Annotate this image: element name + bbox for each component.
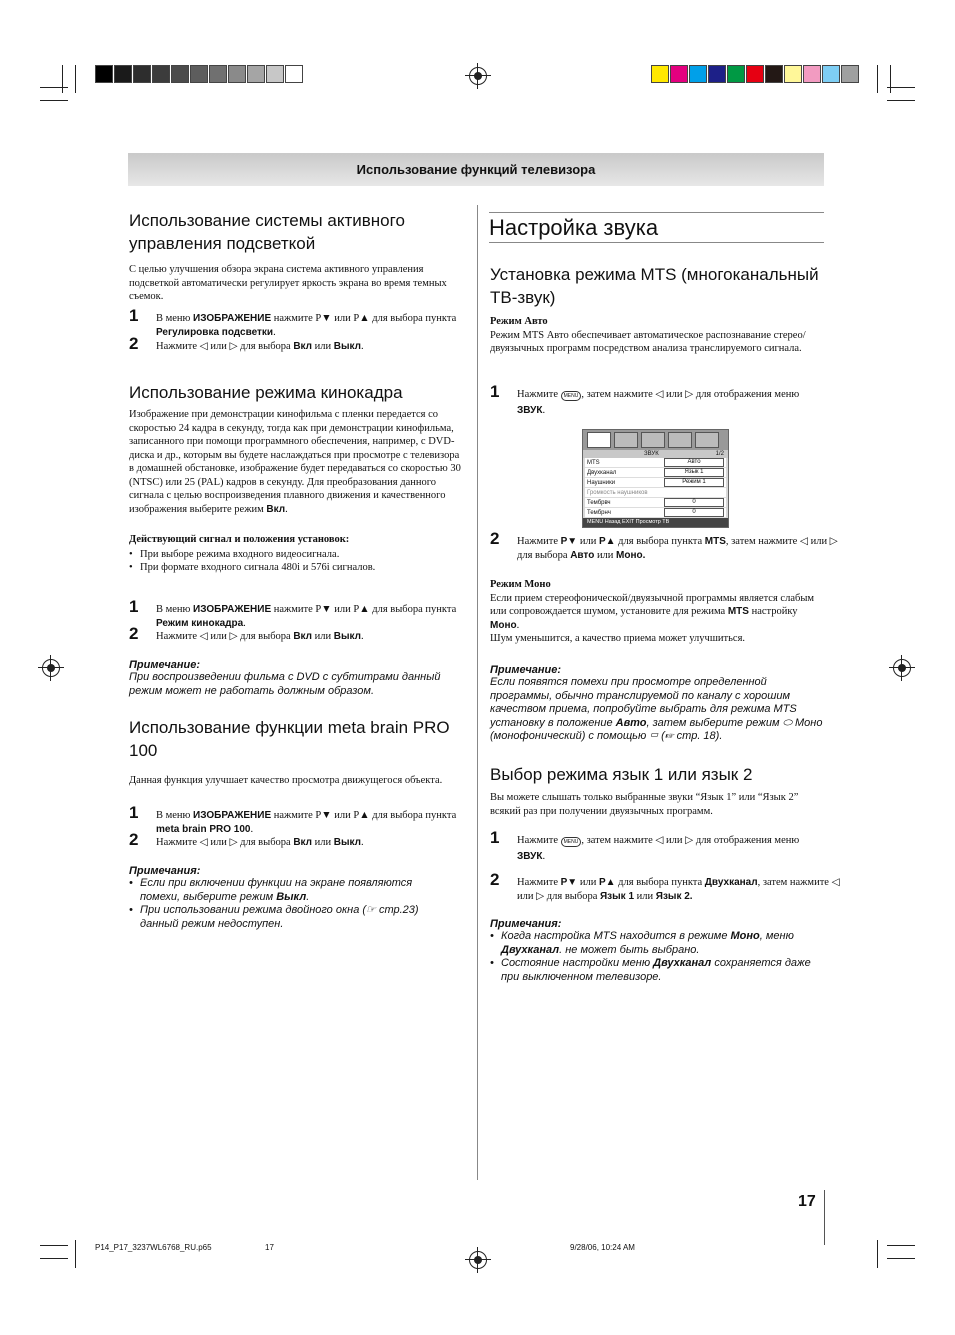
- note-block: [129, 659, 459, 698]
- note-text: сохраняется даже при выключенном телевизоре.: [501, 957, 811, 983]
- step-number: 1: [129, 597, 139, 616]
- sound-menu-screenshot: [582, 429, 729, 528]
- timer-icon: [668, 432, 692, 448]
- crop-mark: [75, 65, 76, 93]
- note-text: Состояние настройки меню: [501, 957, 654, 969]
- step-text: для выбора пункта: [615, 536, 705, 547]
- note-bold: Двухканал: [653, 957, 712, 969]
- menu-row-value: 0: [664, 508, 724, 517]
- step-text: В меню: [156, 313, 194, 324]
- bullet-item: • При формате входного сигнала 480i и 576i сигналов.: [129, 561, 464, 575]
- note-text: Если при включении функции на экране появляются помехи, выберите режим: [140, 877, 413, 903]
- subheading: Режим Моно: [490, 579, 551, 590]
- step: [129, 334, 476, 354]
- menu-row: [585, 498, 726, 508]
- color-swatch: [247, 65, 265, 83]
- body-paragraph: Шум уменьшится, а качество приема может улучшиться.: [490, 633, 746, 644]
- mono-block: [490, 578, 820, 646]
- registration-mark-icon: [469, 67, 487, 85]
- step-number: 1: [129, 803, 139, 822]
- step-bold: Вкл: [293, 631, 313, 642]
- step-text: .: [361, 341, 364, 352]
- step-text: нажмите P▼ или P▲ для выбора пункта: [271, 810, 457, 821]
- step: [490, 870, 847, 903]
- color-swatch: [803, 65, 821, 83]
- menu-row: [585, 488, 726, 498]
- step-number: 1: [129, 306, 139, 325]
- notes-block: [129, 865, 439, 931]
- note-item: [129, 877, 439, 904]
- color-swatch: [670, 65, 688, 83]
- step-bold: ЗВУК: [517, 850, 543, 862]
- crop-mark: [877, 65, 878, 93]
- menu-title: ЗВУК: [643, 451, 659, 457]
- step-text: для выбора пункта: [615, 877, 705, 888]
- step-number: 2: [490, 529, 500, 548]
- color-swatch: [784, 65, 802, 83]
- note-bold: Авто: [615, 716, 647, 729]
- crop-mark: [887, 1258, 915, 1259]
- menu-row-label: Громкость наушников: [587, 489, 648, 496]
- menu-row-value: Авто: [664, 458, 724, 467]
- crop-mark: [40, 87, 68, 88]
- menu-row-label: Тембрнч: [587, 509, 611, 516]
- menu-footer: MENU Назад EXIT Просмотр ТВ: [583, 518, 728, 527]
- color-swatch: [133, 65, 151, 83]
- crop-mark: [887, 1245, 915, 1246]
- step-bold: ЗВУК: [517, 404, 543, 416]
- step-text: Нажмите ◁ или ▷ для выбора: [156, 341, 294, 352]
- color-swatch: [651, 65, 669, 83]
- color-swatch: [114, 65, 132, 83]
- chapter-banner: [128, 153, 824, 186]
- setup-icon: [641, 432, 665, 448]
- note-item: [490, 930, 820, 957]
- color-swatch: [209, 65, 227, 83]
- section-mts: [490, 263, 820, 356]
- note-title: Примечание:: [490, 664, 562, 676]
- page-number-rule: [824, 1190, 825, 1245]
- crop-mark: [40, 1245, 68, 1246]
- step-text: , затем нажмите ◁ или ▷ для отображения меню: [581, 835, 800, 846]
- step-bold: ИЗОБРАЖЕНИЕ: [193, 604, 272, 615]
- step-bold: ИЗОБРАЖЕНИЕ: [193, 313, 272, 324]
- page-section-header: [489, 212, 824, 243]
- column-divider: [477, 205, 478, 1180]
- step-number: 2: [490, 870, 500, 889]
- color-swatch: [171, 65, 189, 83]
- step-text: или: [634, 890, 656, 902]
- section-film-mode: [129, 381, 464, 575]
- menu-row-label: MTS: [587, 459, 600, 466]
- page-number: 17: [798, 1193, 816, 1210]
- step-bold: P▲: [598, 536, 616, 547]
- menu-button-icon: MENU: [561, 837, 582, 847]
- footer-page: 17: [265, 1243, 274, 1252]
- step-text: или: [577, 536, 599, 547]
- step-bold: Вкл: [293, 341, 313, 352]
- subheading: Действующий сигнал и положения установок:: [129, 534, 350, 545]
- step-bold: Вкл: [293, 837, 313, 848]
- menu-icon-row: [583, 430, 728, 450]
- step: [129, 624, 476, 644]
- crop-mark: [887, 87, 915, 88]
- color-swatch: [190, 65, 208, 83]
- step-text: , затем нажмите ◁ или ▷ для отображения меню: [581, 389, 800, 400]
- step-text: или: [312, 631, 334, 642]
- step-bold: P▲: [598, 877, 616, 888]
- note-item: [490, 957, 820, 984]
- body-paragraph: [490, 592, 820, 633]
- step-text: Нажмите: [517, 536, 561, 547]
- step-text: , затем нажмите ◁ или ▷ для выбора: [517, 536, 838, 561]
- step-text: В меню: [156, 810, 194, 821]
- crop-mark: [887, 100, 915, 101]
- step-text: .: [361, 631, 364, 642]
- step-text: Нажмите: [517, 835, 561, 846]
- step-text: Нажмите ◁ или ▷ для выбора: [156, 631, 294, 642]
- subheading: Режим Авто: [490, 316, 548, 327]
- section-title: Использование функции meta brain PRO 100: [129, 718, 450, 760]
- crop-mark: [890, 65, 891, 93]
- footer-filename: P14_P17_3237WL6768_RU.p65: [95, 1243, 212, 1252]
- step-number: 2: [129, 334, 139, 353]
- notes-title: Примечания:: [490, 918, 562, 930]
- menu-row-value: Режим 1: [664, 478, 724, 487]
- menu-row: [585, 468, 726, 478]
- color-swatch: [285, 65, 303, 83]
- tools-icon: [695, 432, 719, 448]
- note-text: Когда настройка MTS находится в режиме: [501, 930, 731, 942]
- step-bold: P▼: [560, 536, 578, 547]
- body-text: .: [516, 619, 520, 631]
- step-bold: Двухканал: [704, 877, 758, 888]
- menu-button-icon: MENU: [561, 391, 582, 401]
- step-bold: MTS: [704, 536, 726, 547]
- step-text: .: [273, 326, 276, 338]
- note-item: • При использовании режима двойного окна (☞ стр.23) данный режим недоступен.: [129, 904, 439, 931]
- step-text: .: [243, 617, 246, 629]
- note-bold: Выкл: [276, 890, 307, 903]
- note-title: Примечание:: [129, 659, 201, 671]
- body-text: .: [285, 503, 288, 515]
- menu-row-value: Язык 1: [664, 468, 724, 477]
- step-number: 1: [490, 382, 500, 401]
- step: [490, 828, 827, 863]
- step-bold: Режим кинокадра: [156, 617, 244, 629]
- color-swatch: [727, 65, 745, 83]
- section-title: Использование системы активного управления подсветкой: [129, 211, 405, 253]
- crop-mark: [877, 1240, 878, 1268]
- body-text: Изображение при демонстрации кинофильма с пленки передается со скоростью 24 кадра в секунду, тогда как при демонстрации кинофильма, записанного при помощи программного обеспечения, например, с DVD-диска и др., которым вы будете наслаждаться при просмотре с телевизора в домашней обстановке, изображение будет передаваться со скоростью 30 (NTSC) или 25 (PAL) кадров в секунду. Для преобразования данного сигнала с целью воспроизведения плавного движения и качественного изображения выберите режим: [129, 409, 461, 515]
- note-block: [490, 664, 824, 744]
- section-title: Установка режима MTS (многоканальный ТВ-звук): [490, 265, 819, 307]
- step-bold: ИЗОБРАЖЕНИЕ: [193, 810, 272, 821]
- step-bold: Регулировка подсветки: [156, 326, 274, 338]
- note-text: При воспроизведении фильма с DVD с субтитрами данный режим может не работать должным образом.: [129, 671, 441, 697]
- body-text: настройку: [748, 606, 798, 617]
- sound-icon: [614, 432, 638, 448]
- crop-mark: [40, 1258, 68, 1259]
- note-text-part: , затем выберите режим ⬭ Моно (монофонический) с помощью ▭ (☞ стр. 18).: [490, 716, 823, 742]
- notes-title: Примечания:: [129, 865, 201, 877]
- note-bold: Моно: [730, 930, 760, 942]
- section-body: Режим MTS Авто обеспечивает автоматическое распознавание стерео/двуязычных программ посредством анализа транслируемого сигнала.: [490, 329, 806, 354]
- section-language: [490, 763, 824, 818]
- section-meta-brain: [129, 716, 459, 788]
- step-text: нажмите P▼ или P▲ для выбора пункта: [271, 313, 457, 324]
- color-calibration-bar: [651, 65, 860, 83]
- step: [129, 830, 476, 850]
- step-text: .: [542, 850, 546, 862]
- color-swatch: [746, 65, 764, 83]
- note-text: .: [306, 890, 310, 903]
- section-backlight: [129, 209, 459, 304]
- step-number: 1: [490, 828, 500, 847]
- crop-mark: [62, 65, 63, 93]
- menu-row: [585, 478, 726, 488]
- step: [490, 529, 847, 562]
- step-number: 2: [129, 830, 139, 849]
- step-text: нажмите P▼ или P▲ для выбора пункта: [271, 604, 457, 615]
- color-swatch: [708, 65, 726, 83]
- note-text: . не может быть выбрано.: [559, 943, 700, 956]
- notes-block: [490, 918, 820, 984]
- note-text: [490, 676, 824, 744]
- section-title: Использование режима кинокадра: [129, 383, 403, 402]
- registration-mark-icon: [42, 659, 60, 677]
- menu-page: 1/2: [715, 451, 724, 457]
- color-swatch: [822, 65, 840, 83]
- registration-mark-icon: [893, 659, 911, 677]
- step-text: Нажмите: [517, 389, 561, 400]
- menu-header: [583, 450, 728, 458]
- section-title: Выбор режима язык 1 или язык 2: [490, 765, 753, 784]
- step-text: , затем нажмите ◁ или ▷ для выбора: [517, 877, 840, 902]
- color-swatch: [266, 65, 284, 83]
- color-swatch: [95, 65, 113, 83]
- step-text: В меню: [156, 604, 194, 615]
- step-bold: Авто: [570, 549, 595, 561]
- step: [129, 803, 476, 836]
- step-bold: P▼: [560, 877, 578, 888]
- step-text: Нажмите ◁ или ▷ для выбора: [156, 837, 294, 848]
- step-bold: Язык 1: [599, 890, 635, 902]
- crop-mark: [40, 100, 68, 101]
- crop-mark: [75, 1240, 76, 1268]
- color-swatch: [152, 65, 170, 83]
- step-text: .: [542, 404, 546, 416]
- step-text: Нажмите: [517, 877, 561, 888]
- body-bold: MTS: [727, 606, 749, 617]
- step-text: или: [312, 837, 334, 848]
- menu-row: [585, 458, 726, 468]
- note-bold: Двухканал: [501, 943, 560, 956]
- picture-icon: [587, 432, 611, 448]
- body-bold: Моно: [490, 619, 517, 631]
- step-text: или: [312, 341, 334, 352]
- step-number: 2: [129, 624, 139, 643]
- step-bold: Язык 2.: [655, 890, 693, 902]
- section-body: Вы можете слышать только выбранные звуки “Язык 1” или “Язык 2” всякий раз при получении двуязычных программ.: [490, 792, 799, 817]
- registration-mark-icon: [469, 1251, 487, 1269]
- bullet-item: • При выборе режима входного видеосигнала.: [129, 548, 464, 562]
- step: [129, 597, 476, 630]
- page-section-title: Настройка звука: [489, 215, 659, 240]
- section-body: [129, 408, 464, 516]
- body-text: Если прием стереофонической/двуязычной программы является слабым или сопровождается шумом, установите для режима: [490, 592, 815, 617]
- color-swatch: [841, 65, 859, 83]
- footer-date: 9/28/06, 10:24 AM: [570, 1243, 635, 1252]
- step-bold: meta brain PRO 100: [156, 823, 251, 835]
- color-swatch: [689, 65, 707, 83]
- step-text: .: [250, 823, 254, 835]
- step-bold: Выкл: [333, 341, 362, 352]
- menu-row-value: 0: [664, 498, 724, 507]
- menu-row: [585, 508, 726, 518]
- step: [490, 382, 827, 417]
- gray-calibration-bar: [95, 65, 304, 83]
- note-text: , меню: [759, 930, 794, 942]
- menu-row-label: Двухканал: [587, 469, 617, 476]
- body-bold: Вкл: [266, 503, 286, 515]
- chapter-title: Использование функций телевизора: [356, 162, 596, 177]
- menu-row-label: Тембрвч: [587, 499, 611, 506]
- step-bold: Выкл: [333, 631, 362, 642]
- step-text: или: [577, 877, 599, 888]
- step-bold: Выкл: [333, 837, 362, 848]
- menu-rows: [585, 458, 726, 518]
- section-body: Данная функция улучшает качество просмотра движущегося объекта.: [129, 775, 443, 786]
- color-swatch: [765, 65, 783, 83]
- step-text: .: [361, 837, 364, 848]
- color-swatch: [228, 65, 246, 83]
- note-text-part: Если появятся помехи при просмотре определенной программы, обычно транслируемой по каналу с хорошим качеством приема, попробуйте выбрать для режима MTS установку в положение: [490, 676, 797, 729]
- section-body: С целью улучшения обзора экрана система активного управления подсветкой автоматически регулирует яркость экрана во время темных съемок.: [129, 264, 447, 302]
- menu-row-label: Наушники: [587, 479, 616, 486]
- step-bold: Моно.: [616, 549, 646, 561]
- step: [129, 306, 476, 339]
- step-text: или: [594, 549, 617, 561]
